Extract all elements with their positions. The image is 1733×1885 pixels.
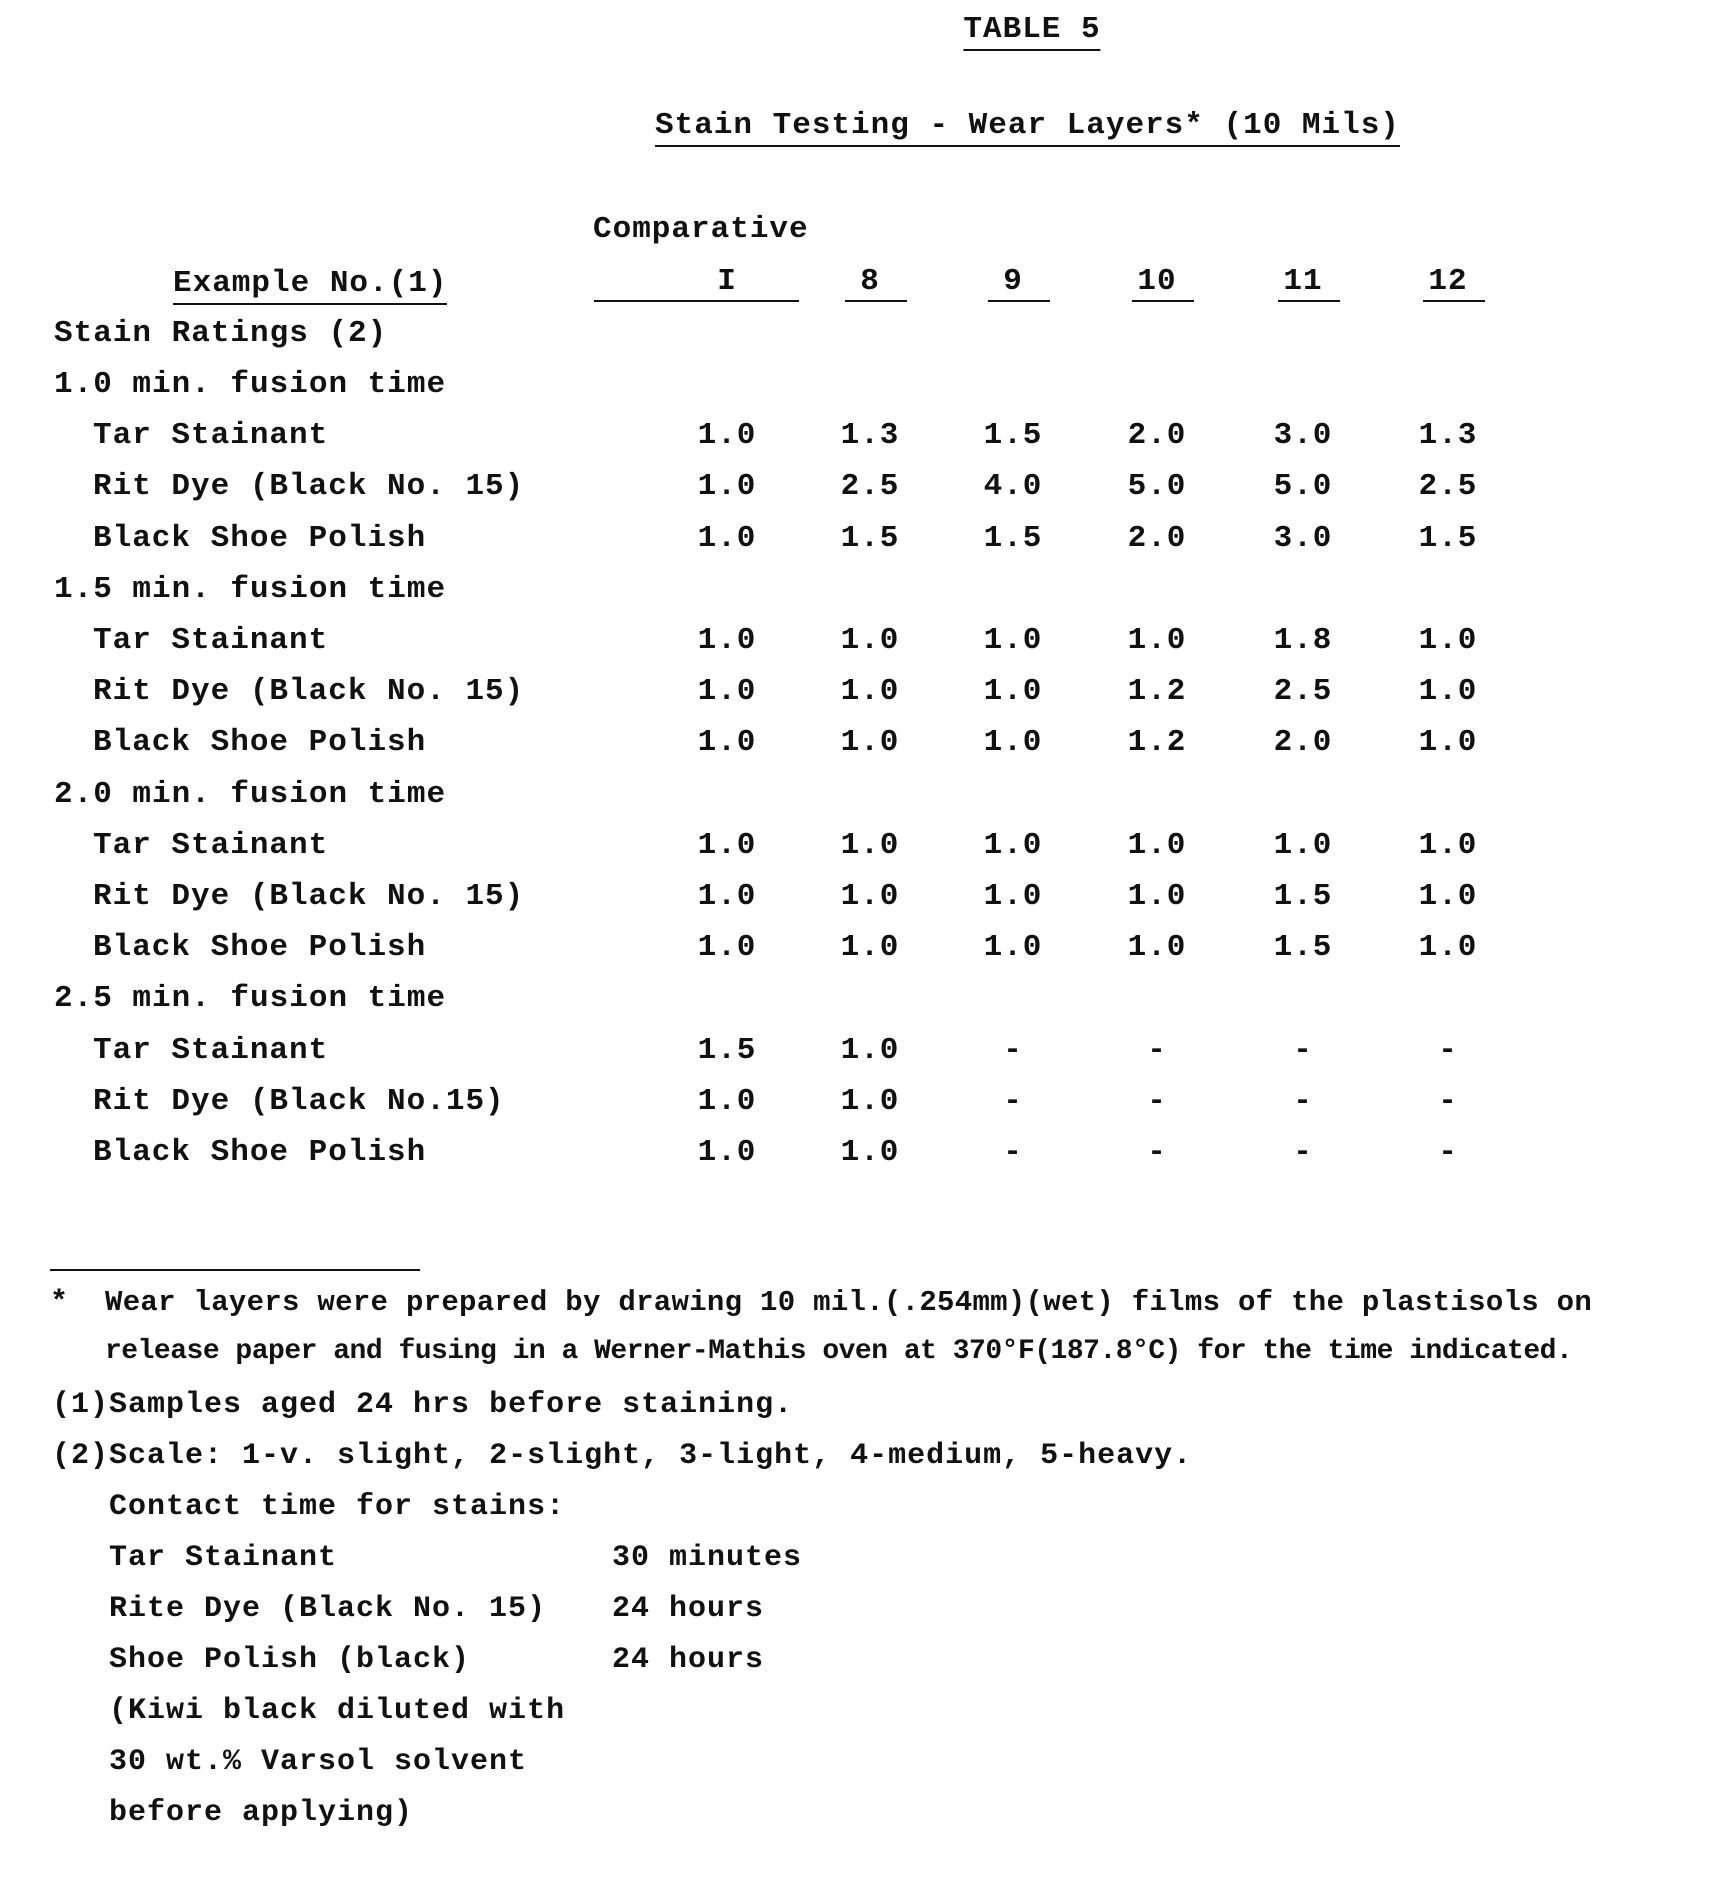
rating-cell: 1.0 [841,1086,900,1117]
footnote-star-line2: release paper and fusing in a Werner-Mathis oven at 370°F(187.8°C) for the time indicated. [105,1338,1572,1366]
rating-cell: 5.0 [1274,471,1333,502]
section-stain-ratings: Stain Ratings (2) [54,318,387,349]
rating-cell: 1.0 [698,676,757,707]
rating-cell: 2.5 [1274,676,1333,707]
rating-cell: 2.0 [1128,523,1187,554]
rating-cell: 1.0 [984,830,1043,861]
header-example-no: Example No.(1) [173,268,447,305]
column-header-8: 8 [860,266,880,297]
rating-cell: 1.0 [1274,830,1333,861]
stain-label: Tar Stainant [93,830,328,861]
contact-time: 30 minutes [612,1543,802,1573]
rating-cell: 1.0 [1419,727,1478,758]
column-header-10: 10 [1137,266,1176,297]
rating-cell: 1.0 [841,1137,900,1168]
column-header-12: 12 [1428,266,1467,297]
rating-cell: 1.0 [698,881,757,912]
rating-cell: 1.0 [841,830,900,861]
rating-cell: 1.5 [984,420,1043,451]
rating-cell: 1.0 [698,471,757,502]
rating-cell: - [1438,1137,1458,1168]
rating-cell: 1.0 [984,881,1043,912]
rating-cell: 4.0 [984,471,1043,502]
column-header-9: 9 [1003,266,1023,297]
rating-cell: 1.0 [984,625,1043,656]
rating-cell: - [1147,1086,1167,1117]
rating-cell: 1.0 [698,420,757,451]
fusion-time-group-label: 2.5 min. fusion time [54,983,446,1014]
contact-stain: Rite Dye (Black No. 15) [109,1594,546,1624]
rating-cell: 1.0 [841,1035,900,1066]
rating-cell: 1.3 [841,420,900,451]
rating-cell: 1.0 [1128,625,1187,656]
rating-cell: 1.0 [698,1086,757,1117]
column-header-underline [845,300,907,302]
rating-cell: - [1293,1137,1313,1168]
stain-label: Black Shoe Polish [93,932,426,963]
rating-cell: - [1003,1137,1023,1168]
contact-time: 24 hours [612,1594,764,1624]
rating-cell: 1.0 [698,523,757,554]
rating-cell: 5.0 [1128,471,1187,502]
stain-label: Black Shoe Polish [93,1137,426,1168]
rating-cell: 1.0 [984,676,1043,707]
kiwi-note-line: 30 wt.% Varsol solvent [109,1747,527,1777]
fusion-time-group-label: 2.0 min. fusion time [54,779,446,810]
rating-cell: 1.0 [984,932,1043,963]
column-header-underline [1423,300,1485,302]
rating-cell: 1.2 [1128,676,1187,707]
kiwi-note-line: (Kiwi black diluted with [109,1696,565,1726]
rating-cell: 1.0 [1128,932,1187,963]
contact-stain: Tar Stainant [109,1543,337,1573]
rating-cell: 1.5 [1274,881,1333,912]
stain-label: Tar Stainant [93,420,328,451]
stain-label: Rit Dye (Black No. 15) [93,881,524,912]
rating-cell: - [1147,1035,1167,1066]
rating-cell: 1.0 [1128,881,1187,912]
stain-label: Rit Dye (Black No.15) [93,1086,505,1117]
kiwi-note-line: before applying) [109,1798,413,1828]
rating-cell: 1.0 [841,676,900,707]
stain-label: Tar Stainant [93,625,328,656]
rating-cell: 1.3 [1419,420,1478,451]
rating-cell: - [1003,1035,1023,1066]
rating-cell: 2.0 [1128,420,1187,451]
contact-heading: Contact time for stains: [109,1492,565,1522]
rating-cell: 2.5 [1419,471,1478,502]
rating-cell: 1.0 [698,830,757,861]
stain-label: Black Shoe Polish [93,727,426,758]
rating-cell: 1.0 [1128,830,1187,861]
rating-cell: 1.0 [698,1137,757,1168]
footnote-star-mark: * [50,1288,69,1318]
column-header-underline [594,300,799,302]
column-header-underline [1132,300,1194,302]
column-header-underline [988,300,1050,302]
rating-cell: 2.0 [1274,727,1333,758]
footnote-2: (2)Scale: 1-v. slight, 2-slight, 3-light, 4-medium, 5-heavy. [52,1441,1192,1471]
rating-cell: 1.0 [1419,830,1478,861]
rating-cell: 1.5 [984,523,1043,554]
rating-cell: 1.8 [1274,625,1333,656]
stain-label: Rit Dye (Black No. 15) [93,676,524,707]
rating-cell: 1.5 [841,523,900,554]
rating-cell: - [1438,1035,1458,1066]
column-header-underline [1278,300,1340,302]
footnote-star-line1: Wear layers were prepared by drawing 10 mil.(.254mm)(wet) films of the plastisols on [105,1288,1592,1317]
rating-cell: 2.5 [841,471,900,502]
rating-cell: 1.0 [984,727,1043,758]
rating-cell: 1.0 [841,625,900,656]
column-header-11: 11 [1283,266,1322,297]
rating-cell: 1.0 [841,727,900,758]
rating-cell: 1.5 [698,1035,757,1066]
rating-cell: - [1293,1086,1313,1117]
footnote-divider [50,1269,420,1271]
rating-cell: 3.0 [1274,523,1333,554]
rating-cell: 1.0 [698,727,757,758]
rating-cell: - [1293,1035,1313,1066]
stain-label: Rit Dye (Black No. 15) [93,471,524,502]
fusion-time-group-label: 1.5 min. fusion time [54,574,446,605]
contact-time: 24 hours [612,1645,764,1675]
footnote-1: (1)Samples aged 24 hrs before staining. [52,1390,793,1420]
header-comparative: Comparative [593,214,809,245]
rating-cell: 1.0 [841,932,900,963]
rating-cell: 1.2 [1128,727,1187,758]
rating-cell: - [1438,1086,1458,1117]
rating-cell: 1.0 [1419,676,1478,707]
rating-cell: 1.0 [698,625,757,656]
rating-cell: 1.5 [1274,932,1333,963]
rating-cell: 1.0 [1419,881,1478,912]
fusion-time-group-label: 1.0 min. fusion time [54,369,446,400]
rating-cell: 1.5 [1419,523,1478,554]
rating-cell: - [1147,1137,1167,1168]
column-header-i: I [717,266,737,297]
contact-stain: Shoe Polish (black) [109,1645,470,1675]
table-label: TABLE 5 [963,14,1100,51]
rating-cell: 1.0 [698,932,757,963]
stain-label: Tar Stainant [93,1035,328,1066]
rating-cell: 1.0 [1419,625,1478,656]
rating-cell: 1.0 [1419,932,1478,963]
stain-label: Black Shoe Polish [93,523,426,554]
rating-cell: 3.0 [1274,420,1333,451]
rating-cell: 1.0 [841,881,900,912]
rating-cell: - [1003,1086,1023,1117]
table-title: Stain Testing - Wear Layers* (10 Mils) [655,110,1400,147]
